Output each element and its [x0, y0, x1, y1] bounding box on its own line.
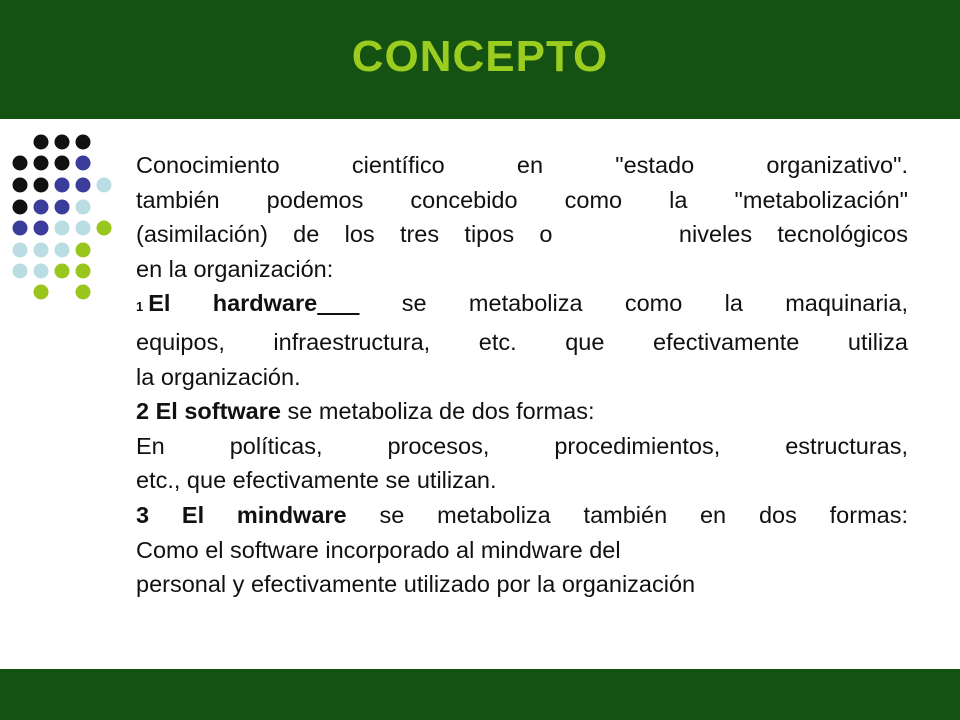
decorative-dot: [13, 200, 28, 215]
decorative-dot: [97, 178, 112, 193]
intro-line-1: Conocimiento científico en "estado organizativo".: [136, 152, 908, 178]
decorative-dot: [55, 178, 70, 193]
decorative-dot: [34, 178, 49, 193]
decorative-dot: [13, 156, 28, 171]
software-line-1: [136, 394, 908, 429]
decorative-dot: [34, 243, 49, 258]
decorative-dot: [13, 178, 28, 193]
software-line-3: etc., que efectivamente se utilizan.: [136, 467, 497, 494]
decorative-dot: [76, 135, 91, 150]
decorative-dot: [13, 221, 28, 236]
hardware-line-1: [136, 286, 908, 325]
decorative-dot: [13, 243, 28, 258]
hardware-number: 1: [136, 299, 144, 315]
mindware-term: 3 El mindware: [136, 501, 347, 528]
decorative-dot: [55, 200, 70, 215]
software-rest: se metaboliza de dos formas:: [280, 398, 595, 425]
intro-line-4: en la organización:: [136, 255, 334, 282]
hardware-rest: se metaboliza como la maquinaria,: [359, 290, 908, 317]
intro-line-3: [136, 217, 908, 252]
slide-body: [136, 148, 908, 602]
mindware-line-2: Como el software incorporado al mindware del: [136, 536, 621, 563]
hardware-line-2: equipos, infraestructura, etc. que efectivamente utiliza: [136, 328, 908, 355]
decorative-dot: [55, 221, 70, 236]
decorative-dot: [34, 156, 49, 171]
hardware-line-3: la organización.: [136, 363, 301, 390]
decorative-dot: [76, 285, 91, 300]
mindware-rest: se metaboliza también en dos formas:: [346, 501, 909, 528]
decorative-dot: [34, 264, 49, 279]
decorative-dot: [34, 221, 49, 236]
decorative-dot: [34, 200, 49, 215]
decorative-dot: [97, 221, 112, 236]
decorative-dot: [76, 156, 91, 171]
title-band: [0, 0, 960, 119]
intro-line-2: también podemos concebido como la "metabolización": [136, 186, 908, 213]
decorative-dot-grid: [0, 0, 120, 320]
decorative-dot: [76, 178, 91, 193]
mindware-line-3: personal y efectivamente utilizado por la organización: [136, 571, 696, 598]
decorative-dot: [55, 135, 70, 150]
decorative-dot: [34, 285, 49, 300]
decorative-dot: [13, 264, 28, 279]
decorative-dot: [76, 200, 91, 215]
decorative-dot: [76, 264, 91, 279]
hardware-term: El hardware: [148, 290, 318, 317]
hardware-term-underline: [317, 290, 359, 316]
mindware-line-1: [136, 498, 908, 533]
decorative-dot: [76, 221, 91, 236]
decorative-dot: [55, 243, 70, 258]
slide-title: CONCEPTO: [351, 31, 609, 81]
software-term: 2 El software: [136, 398, 281, 425]
decorative-dot: [76, 243, 91, 258]
footer-band: [0, 669, 960, 720]
decorative-dot: [55, 156, 70, 171]
intro-line-3-text: (asimilación) de los tres tipos o niveles tecnológicos: [136, 221, 908, 248]
software-line-2: En políticas, procesos, procedimientos, estructuras,: [136, 432, 908, 459]
decorative-dot: [34, 135, 49, 150]
decorative-dot: [55, 264, 70, 279]
